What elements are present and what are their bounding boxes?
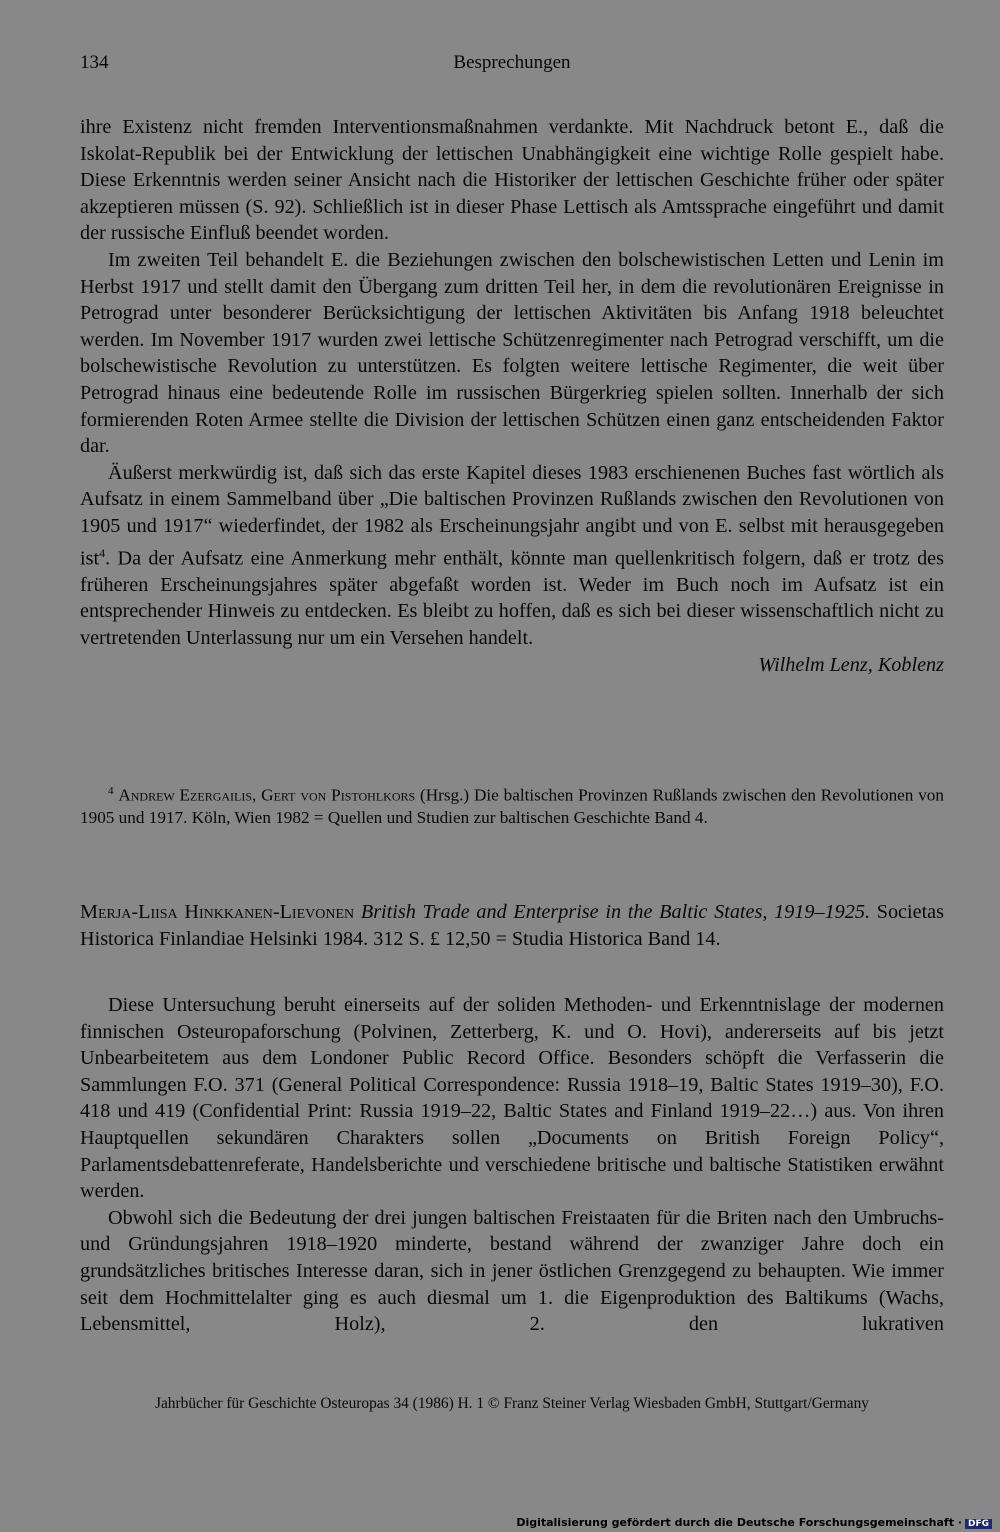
review-1-paragraph-2: Im zweiten Teil behandelt E. die Beziehungen zwischen den bolschewistischen Letten und Lenin im Herbst 1917 und stellt damit den Übergang zum dritten Teil her, in dem die revolutionären Ereignisse in Petrograd unter besonderer Berücksichtigung der lettischen Aktivitäten bis Anfang 1918 beleuchtet werden. Im November 1917 wurden zwei lettische Schützenregimenter nach Petrograd verschifft, um die bolschewistische Revolution zu unterstützen. Es folgten weitere lettische Regimenter, die weit über Petrograd hinaus eine bedeutende Rolle im russischen Bürgerkrieg spielen sollten. Innerhalb der sich formierenden Roten Armee stellte die Division der lettischen Schützen einen ganz entscheidenden Faktor dar. xyxy=(80,248,944,458)
review-1-body xyxy=(80,114,944,678)
review-2-heading xyxy=(80,899,944,952)
footnote-ref: 4 xyxy=(99,545,106,560)
running-head: Besprechungen xyxy=(453,52,571,73)
footnote-authors: Andrew Ezergailis, Gert von Pistohlkors xyxy=(118,785,416,805)
footnote-number: 4 xyxy=(108,785,114,797)
dfg-notice-text: Digitalisierung gefördert durch die Deutsche Forschungsgemeinschaft · xyxy=(516,1516,962,1529)
footnote xyxy=(80,780,944,829)
page-number: 134 xyxy=(80,52,109,73)
review-2-details: Societas Historica Finlandiae Helsinki 1984. 312 S. £ 12,50 = Studia Historica Band 14. xyxy=(80,901,945,950)
footnote-4 xyxy=(80,780,944,829)
journal-footer: Jahrbücher für Geschichte Osteuropas 34 (1986) H. 1 © Franz Steiner Verlag Wiesbaden GmbH, Stuttgart/Germany xyxy=(154,1395,869,1412)
review-2-paragraph-2: Obwohl sich die Bedeutung der drei jungen baltischen Freistaaten für die Briten nach den Umbruchs- und Gründungsjahren 1918–1920 minderte, bestand während der zwanziger Jahre doch ein grundsätzliches britisches Interesse daran, sich in jener östlichen Grenzgegend zu behaupten. Wie immer seit dem Hochmittelalter ging es auch diesmal um 1. die Eigenproduktion des Baltikums (Wachs, Lebensmittel, Holz), 2. den lukrativen xyxy=(80,1206,944,1336)
review-1-paragraph-3 xyxy=(80,460,944,652)
review-2-author: Merja-Liisa Hinkkanen-Lievonen xyxy=(80,901,355,923)
paragraph-3-text-b: . Da der Aufsatz eine Anmerkung mehr enthält, könnte man quellenkritisch folgern, daß er trotz des früheren Erscheinungsjahres später abgefaßt worden ist. Weder im Buch noch im Aufsatz ist ein entsprechender Hinweis zu entdecken. Es bleibt zu hoffen, daß es sich bei dieser wissenschaftlich nicht zu vertretenden Unterlassung nur um ein Versehen handelt. xyxy=(80,547,944,650)
dfg-notice xyxy=(516,1516,992,1529)
paragraph-3-text-a: Äußerst merkwürdig ist, daß sich das erste Kapitel dieses 1983 erschienenen Buches fast wörtlich als Aufsatz in einem Sammelband über „Die baltischen Provinzen Rußlands zwischen den Revolutionen von 1905 und 1917“ wiederfindet, der 1982 als Erscheinungsjahr angibt und von E. selbst mit herausgegeben ist xyxy=(80,461,944,570)
review-2-bibliography xyxy=(80,899,944,952)
page-header xyxy=(80,52,944,80)
review-1-paragraph-1: ihre Existenz nicht fremden Interventionsmaßnahmen verdankte. Mit Nachdruck betont E., daß die Iskolat-Republik bei der Entwicklung der lettischen Unabhängigkeit eine wichtige Rolle gespielt habe. Diese Erkenntnis werden seiner Ansicht nach die Historiker der lettischen Geschichte früher oder später akzeptieren müssen (S. 92). Schließlich ist in dieser Phase Lettisch als Amtssprache eingeführt und damit der russische Einfluß beendet worden. xyxy=(80,116,944,245)
review-2-paragraph-1: Diese Untersuchung beruht einerseits auf der soliden Methoden- und Erkenntnislage der modernen finnischen Osteuropaforschung (Polvinen, Zetterberg, K. und O. Hovi), andererseits auf bis jetzt Unbearbeitetem aus dem Londoner Public Record Office. Besonders schöpft die Verfasserin die Sammlungen F.O. 371 (General Political Correspondence: Russia 1918–19, Baltic States 1919–30), F.O. 418 und 419 (Confidential Print: Russia 1919–22, Baltic States and Finland 1919–22…) aus. Von ihren Hauptquellen sekundären Charakters sollen „Documents on British Foreign Policy“, Parlamentsdebattenreferate, Handelsberichte und verschiedene britische und baltische Statistiken erwähnt werden. xyxy=(80,994,944,1203)
dfg-logo: DFG xyxy=(965,1519,992,1529)
footnote-text: (Hrsg.) Die baltischen Provinzen Rußlands zwischen den Revolutionen von 1905 und 1917. Köln, Wien 1982 = Quellen und Studien zur baltischen Geschichte Band 4. xyxy=(80,785,944,828)
review-2-body xyxy=(80,992,944,1338)
reviewer-signature: Wilhelm Lenz, Koblenz xyxy=(758,653,944,676)
review-2-title: British Trade and Enterprise in the Baltic States, 1919–1925. xyxy=(360,901,870,923)
